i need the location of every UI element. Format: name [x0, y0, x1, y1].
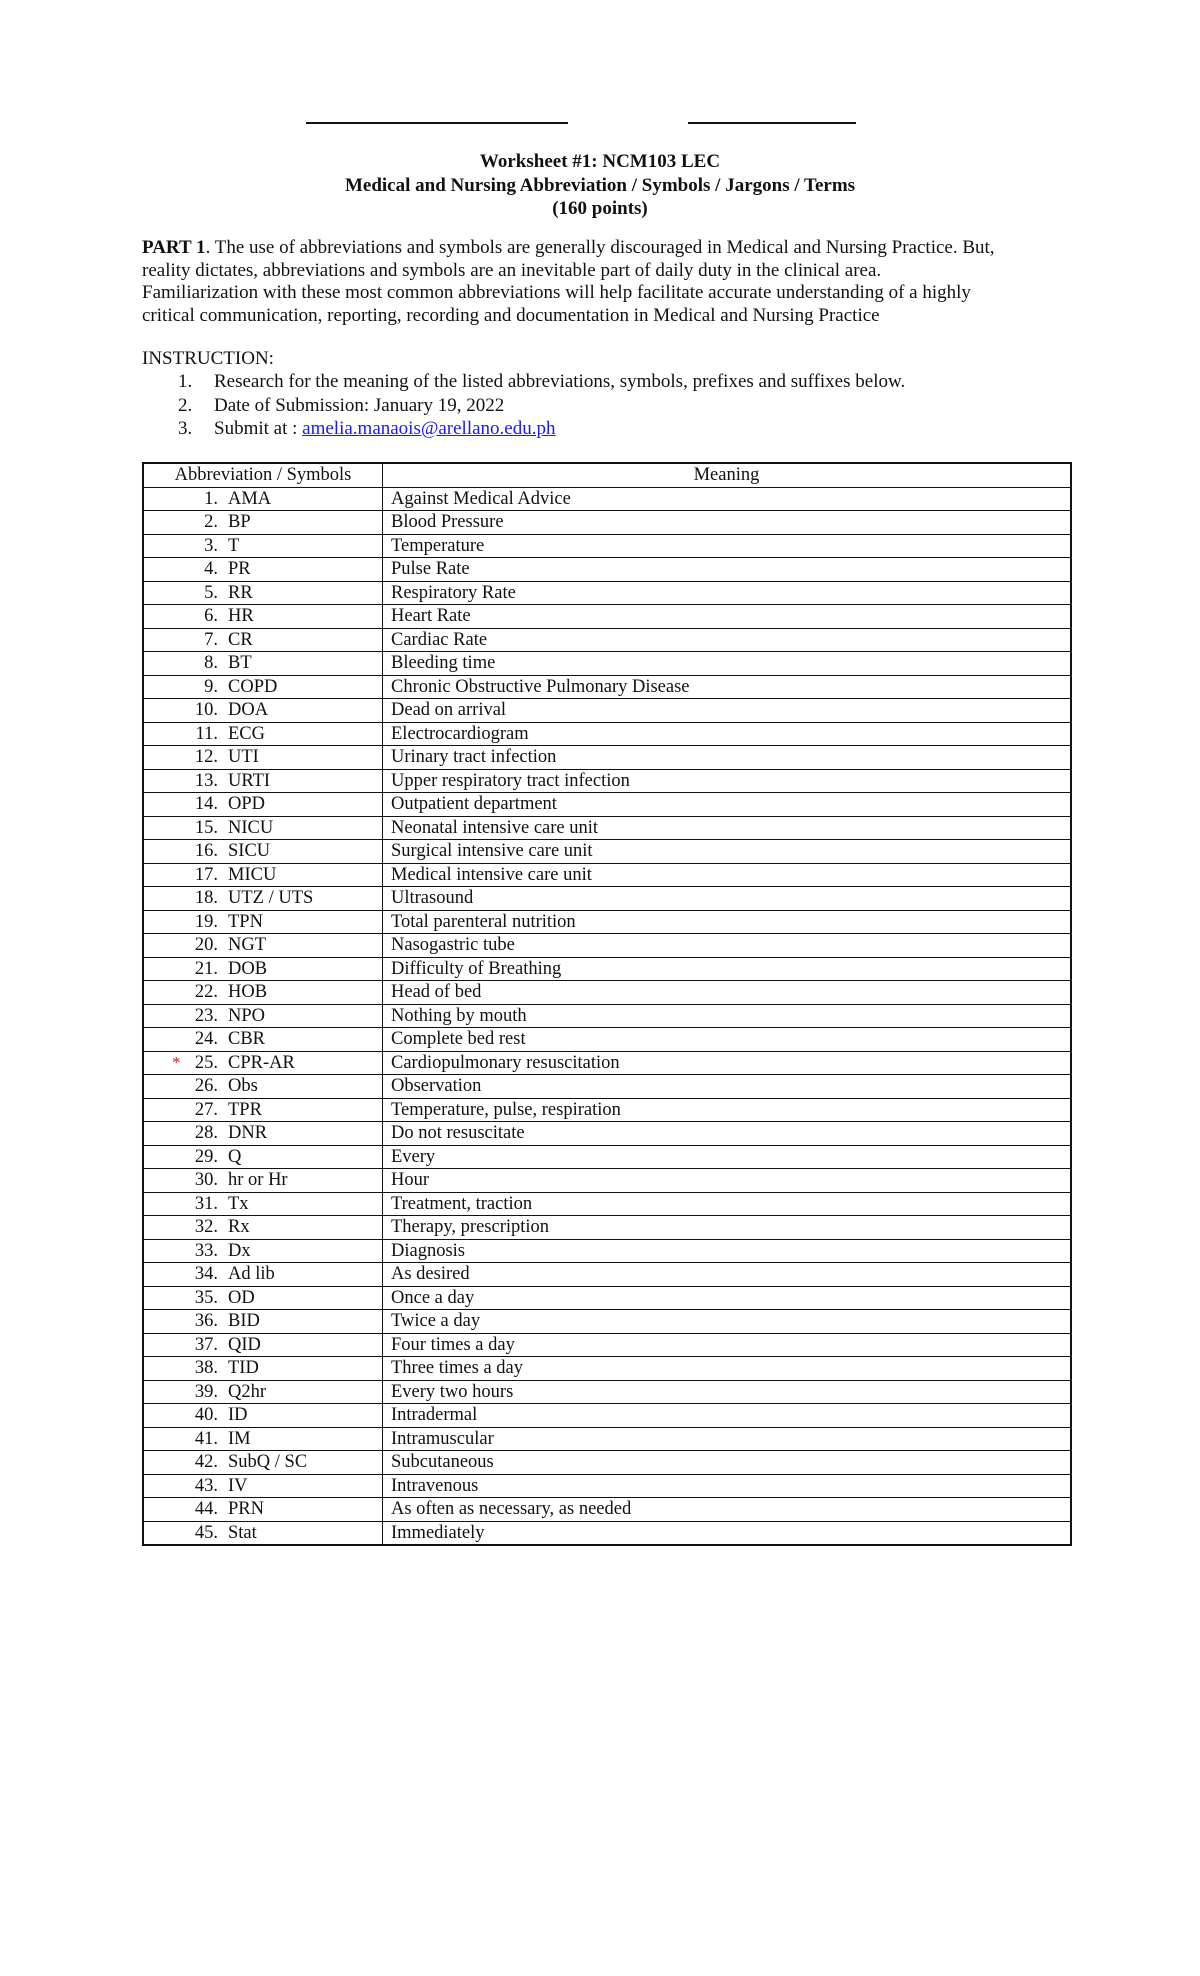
- table-row: [143, 628, 1071, 652]
- abbreviation-cell: [143, 769, 383, 793]
- row-number: 10.: [194, 700, 218, 721]
- meaning-cell: Outpatient department: [383, 793, 1072, 817]
- abbreviation-text: HR: [228, 606, 254, 627]
- intro-line-1: . The use of abbreviations and symbols are generally discouraged in Medical and Nursing Practice. But,: [205, 237, 995, 258]
- title-line-1: Worksheet #1: NCM103 LEC: [479, 151, 721, 172]
- table-row: [143, 1004, 1071, 1028]
- abbreviation-text: PR: [228, 559, 251, 580]
- abbreviation-text: Stat: [228, 1522, 257, 1543]
- row-number: 7.: [204, 629, 218, 650]
- abbreviation-text: hr or Hr: [228, 1170, 288, 1191]
- abbreviation-text: Q: [228, 1146, 242, 1167]
- table-row: [143, 840, 1071, 864]
- meaning-cell: Immediately: [383, 1521, 1072, 1545]
- meaning-cell: Heart Rate: [383, 605, 1072, 629]
- table-row: [143, 1192, 1071, 1216]
- meaning-cell: Subcutaneous: [383, 1451, 1072, 1475]
- abbreviation-cell: [143, 1263, 383, 1287]
- abbreviation-text: HOB: [228, 982, 268, 1003]
- table-row: [143, 1427, 1071, 1451]
- table-row: [143, 863, 1071, 887]
- table-body: [143, 487, 1071, 1545]
- meaning-cell: Every: [383, 1145, 1072, 1169]
- row-number: 36.: [194, 1311, 218, 1332]
- asterisk-marker: *: [172, 1052, 181, 1072]
- abbreviation-text: OPD: [228, 794, 266, 815]
- row-number: 28.: [194, 1123, 218, 1144]
- row-number: 14.: [194, 794, 218, 815]
- abbreviation-text: QID: [228, 1334, 261, 1355]
- abbreviation-cell: [143, 675, 383, 699]
- table-row: [143, 1098, 1071, 1122]
- row-number: 6.: [204, 606, 218, 627]
- instruction-item: [142, 417, 1042, 441]
- row-number: 18.: [194, 888, 218, 909]
- section-blank-line: [688, 122, 856, 124]
- abbreviation-text: OD: [228, 1287, 255, 1308]
- table-row: [143, 534, 1071, 558]
- table-row: [143, 699, 1071, 723]
- row-number: 12.: [194, 747, 218, 768]
- row-number: 15.: [194, 817, 218, 838]
- abbreviation-cell: [143, 1192, 383, 1216]
- abbreviation-cell: [143, 511, 383, 535]
- row-number: 25.: [194, 1052, 218, 1073]
- row-number: 34.: [194, 1264, 218, 1285]
- abbreviation-text: DOB: [228, 958, 268, 979]
- table-row: [143, 487, 1071, 511]
- worksheet-title: [0, 150, 1200, 221]
- intro-line-3: Familiarization with these most common abbreviations will help facilitate accurate understanding of a highly: [142, 282, 971, 303]
- table-row: [143, 1051, 1071, 1075]
- row-number: 16.: [194, 841, 218, 862]
- instruction-heading: INSTRUCTION:: [142, 348, 274, 369]
- table-row: [143, 934, 1071, 958]
- table-row: [143, 1333, 1071, 1357]
- row-number: 37.: [194, 1334, 218, 1355]
- abbreviation-cell: [143, 581, 383, 605]
- row-number: 20.: [194, 935, 218, 956]
- table-row: [143, 1263, 1071, 1287]
- instruction-text: Date of Submission: January 19, 2022: [214, 394, 505, 416]
- abbreviation-cell: [143, 1004, 383, 1028]
- meaning-cell: Respiratory Rate: [383, 581, 1072, 605]
- row-number: 11.: [195, 723, 218, 744]
- meaning-cell: Therapy, prescription: [383, 1216, 1072, 1240]
- column-header-meaning: Meaning: [383, 463, 1072, 487]
- abbreviation-cell: [143, 1498, 383, 1522]
- abbreviation-text: COPD: [228, 676, 278, 697]
- meaning-cell: Treatment, traction: [383, 1192, 1072, 1216]
- instruction-number: 2.: [178, 394, 193, 416]
- row-number: 40.: [194, 1405, 218, 1426]
- abbreviation-cell: [143, 1474, 383, 1498]
- meaning-cell: Every two hours: [383, 1380, 1072, 1404]
- row-number: 19.: [194, 911, 218, 932]
- table-row: [143, 1075, 1071, 1099]
- table-row: [143, 1498, 1071, 1522]
- table-row: [143, 1145, 1071, 1169]
- row-number: 32.: [194, 1217, 218, 1238]
- abbreviation-cell: [143, 1098, 383, 1122]
- abbreviation-cell: [143, 1451, 383, 1475]
- table-row: [143, 910, 1071, 934]
- table-row: [143, 1404, 1071, 1428]
- abbreviation-text: BP: [228, 512, 251, 533]
- abbreviation-cell: [143, 628, 383, 652]
- meaning-cell: Cardiac Rate: [383, 628, 1072, 652]
- abbreviation-cell: [143, 1521, 383, 1545]
- row-number: 31.: [194, 1193, 218, 1214]
- abbreviation-text: CPR-AR: [228, 1052, 295, 1073]
- table-row: [143, 558, 1071, 582]
- table-header-row: [143, 463, 1071, 487]
- abbreviation-cell: [143, 1380, 383, 1404]
- abbreviation-cell: [143, 1145, 383, 1169]
- table-row: [143, 1122, 1071, 1146]
- table-row: [143, 816, 1071, 840]
- abbreviation-text: BID: [228, 1311, 260, 1332]
- row-number: 9.: [204, 676, 218, 697]
- table-row: [143, 605, 1071, 629]
- row-number: 3.: [204, 535, 218, 556]
- meaning-cell: Blood Pressure: [383, 511, 1072, 535]
- instruction-item: [142, 394, 1042, 418]
- abbreviation-cell: [143, 1075, 383, 1099]
- abbreviation-cell: [143, 487, 383, 511]
- meaning-cell: Nothing by mouth: [383, 1004, 1072, 1028]
- abbreviation-text: Tx: [228, 1193, 249, 1214]
- table-row: [143, 1451, 1071, 1475]
- row-number: 24.: [194, 1029, 218, 1050]
- row-number: 4.: [204, 559, 218, 580]
- meaning-cell: Nasogastric tube: [383, 934, 1072, 958]
- meaning-cell: Head of bed: [383, 981, 1072, 1005]
- abbreviation-cell: [143, 1239, 383, 1263]
- meaning-cell: Intradermal: [383, 1404, 1072, 1428]
- row-number: 29.: [194, 1146, 218, 1167]
- abbreviation-cell: [143, 1051, 383, 1075]
- row-number: 43.: [194, 1475, 218, 1496]
- abbreviation-cell: [143, 793, 383, 817]
- abbreviation-cell: [143, 605, 383, 629]
- abbreviation-cell: [143, 1122, 383, 1146]
- meaning-cell: Surgical intensive care unit: [383, 840, 1072, 864]
- table-row: [143, 1239, 1071, 1263]
- abbreviation-text: ID: [228, 1405, 248, 1426]
- abbreviation-text: Ad lib: [228, 1264, 275, 1285]
- abbreviation-cell: [143, 1333, 383, 1357]
- table-row: [143, 1310, 1071, 1334]
- abbreviation-text: T: [228, 535, 240, 556]
- meaning-cell: Observation: [383, 1075, 1072, 1099]
- meaning-cell: Electrocardiogram: [383, 722, 1072, 746]
- row-number: 38.: [194, 1358, 218, 1379]
- abbreviation-cell: [143, 558, 383, 582]
- table-row: [143, 1286, 1071, 1310]
- row-number: 2.: [204, 512, 218, 533]
- meaning-cell: Four times a day: [383, 1333, 1072, 1357]
- title-line-3: (160 points): [552, 198, 648, 219]
- row-number: 33.: [194, 1240, 218, 1261]
- abbreviation-cell: [143, 1310, 383, 1334]
- abbreviation-cell: [143, 699, 383, 723]
- table-row: [143, 793, 1071, 817]
- abbreviation-text: SICU: [228, 841, 271, 862]
- meaning-cell: Ultrasound: [383, 887, 1072, 911]
- row-number: 23.: [194, 1005, 218, 1026]
- row-number: 45.: [194, 1522, 218, 1543]
- abbreviation-cell: [143, 1427, 383, 1451]
- table-row: [143, 887, 1071, 911]
- abbreviation-cell: [143, 1404, 383, 1428]
- abbreviation-text: TID: [228, 1358, 259, 1379]
- meaning-cell: Intravenous: [383, 1474, 1072, 1498]
- row-number: 41.: [194, 1428, 218, 1449]
- meaning-cell: Urinary tract infection: [383, 746, 1072, 770]
- abbreviation-table: [142, 462, 1072, 1546]
- table-row: [143, 511, 1071, 535]
- table-row: [143, 746, 1071, 770]
- table-row: [143, 675, 1071, 699]
- row-number: 22.: [194, 982, 218, 1003]
- abbreviation-text: Q2hr: [228, 1381, 267, 1402]
- abbreviation-cell: [143, 957, 383, 981]
- abbreviation-text: DNR: [228, 1123, 268, 1144]
- abbreviation-text: TPR: [228, 1099, 262, 1120]
- abbreviation-cell: [143, 652, 383, 676]
- meaning-cell: Hour: [383, 1169, 1072, 1193]
- abbreviation-text: NPO: [228, 1005, 266, 1026]
- name-blank-line: [306, 122, 568, 124]
- meaning-cell: Against Medical Advice: [383, 487, 1072, 511]
- abbreviation-cell: [143, 934, 383, 958]
- abbreviation-text: BT: [228, 653, 252, 674]
- instruction-item: [142, 370, 1042, 394]
- abbreviation-cell: [143, 816, 383, 840]
- intro-line-2: reality dictates, abbreviations and symbols are an inevitable part of daily duty in the clinical area.: [142, 259, 882, 281]
- abbreviation-text: URTI: [228, 770, 271, 791]
- table-row: [143, 722, 1071, 746]
- table-row: [143, 957, 1071, 981]
- row-number: 42.: [194, 1452, 218, 1473]
- part1-paragraph: [142, 237, 1042, 327]
- meaning-cell: Complete bed rest: [383, 1028, 1072, 1052]
- abbreviation-cell: [143, 1169, 383, 1193]
- meaning-cell: Chronic Obstructive Pulmonary Disease: [383, 675, 1072, 699]
- abbreviation-cell: [143, 1028, 383, 1052]
- meaning-cell: Neonatal intensive care unit: [383, 816, 1072, 840]
- abbreviation-text: UTZ / UTS: [228, 888, 314, 909]
- row-number: 27.: [194, 1099, 218, 1120]
- abbreviation-cell: [143, 722, 383, 746]
- table-row: [143, 1169, 1071, 1193]
- abbreviation-cell: [143, 534, 383, 558]
- instruction-number: 3.: [178, 418, 193, 439]
- part-label: PART 1: [142, 237, 206, 258]
- row-number: 5.: [204, 582, 218, 603]
- row-number: 39.: [194, 1381, 218, 1402]
- table-row: [143, 1357, 1071, 1381]
- table-row: [143, 1216, 1071, 1240]
- table-row: [143, 769, 1071, 793]
- meaning-cell: Bleeding time: [383, 652, 1072, 676]
- abbreviation-text: UTI: [228, 747, 259, 768]
- meaning-cell: Do not resuscitate: [383, 1122, 1072, 1146]
- instruction-text: Submit at :: [214, 418, 303, 439]
- instruction-list: [142, 370, 1042, 441]
- column-header-abbreviation: Abbreviation / Symbols: [143, 463, 383, 487]
- abbreviation-cell: [143, 981, 383, 1005]
- intro-line-4: critical communication, reporting, recording and documentation in Medical and Nursing Practice: [142, 304, 880, 326]
- abbreviation-cell: [143, 1357, 383, 1381]
- abbreviation-text: Dx: [228, 1240, 251, 1261]
- row-number: 1.: [204, 488, 218, 509]
- meaning-cell: Cardiopulmonary resuscitation: [383, 1051, 1072, 1075]
- abbreviation-cell: [143, 863, 383, 887]
- meaning-cell: Three times a day: [383, 1357, 1072, 1381]
- meaning-cell: Medical intensive care unit: [383, 863, 1072, 887]
- row-number: 30.: [194, 1170, 218, 1191]
- abbreviation-text: IM: [228, 1428, 251, 1449]
- abbreviation-text: TPN: [228, 911, 263, 932]
- abbreviation-cell: [143, 910, 383, 934]
- row-number: 44.: [194, 1499, 218, 1520]
- meaning-cell: Total parenteral nutrition: [383, 910, 1072, 934]
- table-row: [143, 1380, 1071, 1404]
- row-number: 8.: [204, 653, 218, 674]
- row-number: 35.: [194, 1287, 218, 1308]
- table-row: [143, 1521, 1071, 1545]
- abbreviation-text: Rx: [228, 1217, 250, 1238]
- abbreviation-cell: [143, 1286, 383, 1310]
- meaning-cell: As often as necessary, as needed: [383, 1498, 1072, 1522]
- abbreviation-text: CBR: [228, 1029, 266, 1050]
- abbreviation-text: SubQ / SC: [228, 1452, 308, 1473]
- table-row: [143, 1474, 1071, 1498]
- title-line-2: Medical and Nursing Abbreviation / Symbols / Jargons / Terms: [344, 174, 856, 196]
- submission-email-link[interactable]: amelia.manaois@arellano.edu.ph: [302, 418, 556, 439]
- meaning-cell: Dead on arrival: [383, 699, 1072, 723]
- instruction-text: Research for the meaning of the listed abbreviations, symbols, prefixes and suffixes below.: [214, 371, 906, 392]
- abbreviation-cell: [143, 840, 383, 864]
- abbreviation-text: DOA: [228, 700, 269, 721]
- abbreviation-text: NICU: [228, 817, 274, 838]
- abbreviation-cell: [143, 746, 383, 770]
- row-number: 17.: [194, 864, 218, 885]
- abbreviation-text: PRN: [228, 1499, 264, 1520]
- meaning-cell: Difficulty of Breathing: [383, 957, 1072, 981]
- row-number: 26.: [194, 1076, 218, 1097]
- instruction-number: 1.: [178, 371, 193, 392]
- abbreviation-text: NGT: [228, 935, 267, 956]
- table-row: [143, 581, 1071, 605]
- meaning-cell: As desired: [383, 1263, 1072, 1287]
- meaning-cell: Intramuscular: [383, 1427, 1072, 1451]
- meaning-cell: Once a day: [383, 1286, 1072, 1310]
- table-row: [143, 981, 1071, 1005]
- meaning-cell: Diagnosis: [383, 1239, 1072, 1263]
- abbreviation-text: Obs: [228, 1076, 258, 1097]
- table-row: [143, 1028, 1071, 1052]
- abbreviation-text: CR: [228, 629, 253, 650]
- abbreviation-text: RR: [228, 582, 253, 603]
- table-row: [143, 652, 1071, 676]
- abbreviation-text: MICU: [228, 864, 277, 885]
- abbreviation-text: IV: [228, 1475, 248, 1496]
- abbreviation-cell: [143, 887, 383, 911]
- meaning-cell: Twice a day: [383, 1310, 1072, 1334]
- meaning-cell: Upper respiratory tract infection: [383, 769, 1072, 793]
- abbreviation-cell: [143, 1216, 383, 1240]
- row-number: 13.: [194, 770, 218, 791]
- meaning-cell: Temperature, pulse, respiration: [383, 1098, 1072, 1122]
- meaning-cell: Temperature: [383, 534, 1072, 558]
- row-number: 21.: [194, 958, 218, 979]
- meaning-cell: Pulse Rate: [383, 558, 1072, 582]
- abbreviation-text: ECG: [228, 723, 265, 744]
- abbreviation-text: AMA: [228, 488, 272, 509]
